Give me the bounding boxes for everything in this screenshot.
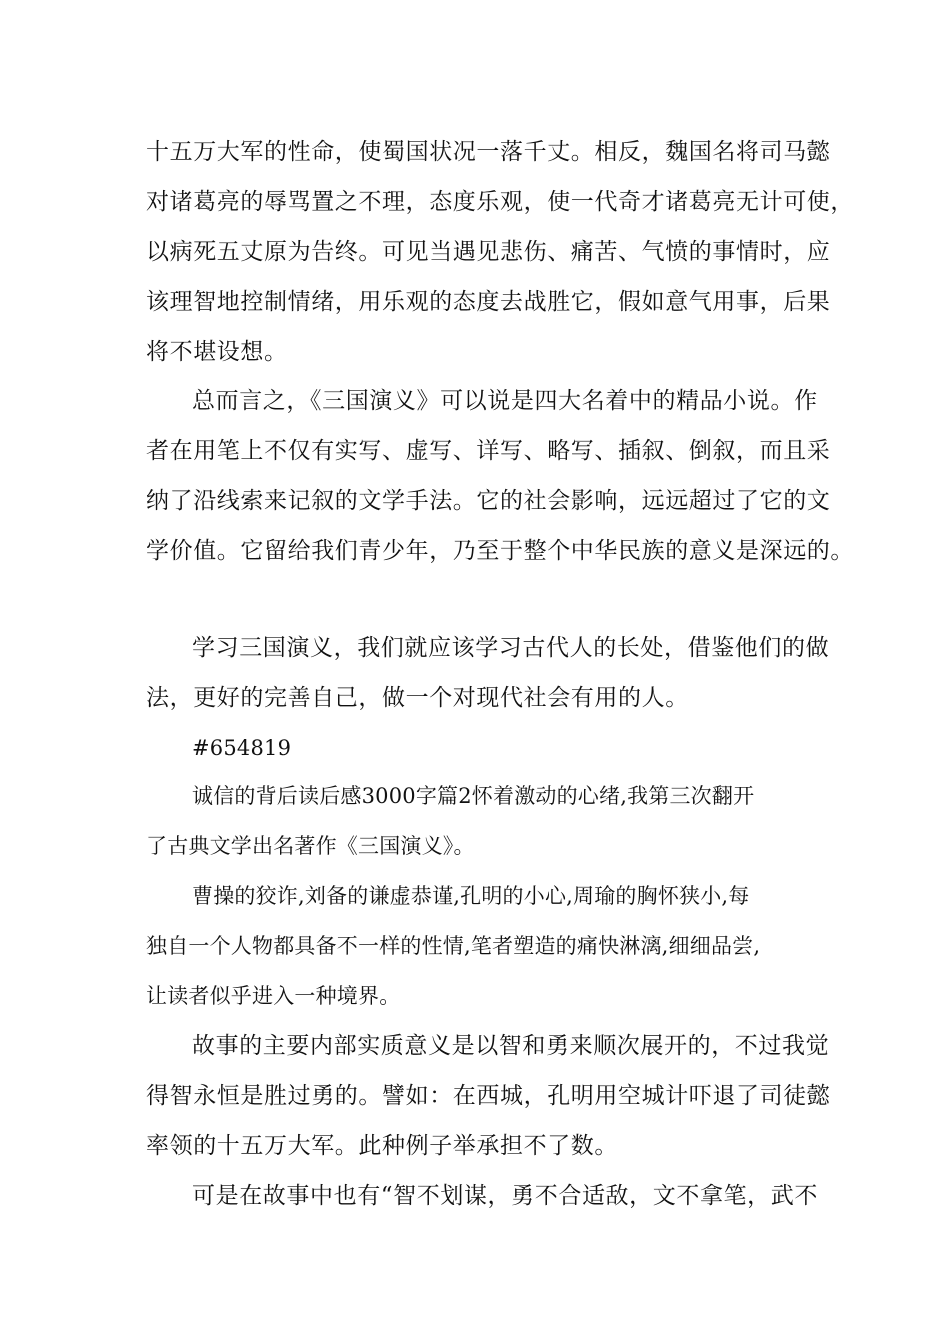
text-line: 得智永恒是胜过勇的。譬如：在西城，孔明用空城计吓退了司徒懿 [146,1083,831,1109]
paragraph-start: 可是在故事中也有“智不划谋，勇不合适敌，文不拿笔，武不 [192,1183,818,1209]
paragraph-start: 曹操的狡诈,刘备的谦虚恭谨,孔明的小心,周瑜的胸怀狭小,每 [192,884,750,908]
text-line: 该理智地控制情绪，用乐观的态度去战胜它，假如意气用事，后果 [146,289,831,315]
text-line: 者在用笔上不仅有实写、虚写、详写、略写、插叙、倒叙，而且采 [146,438,831,464]
text-line: 以病死五丈原为告终。可见当遇见悲伤、痛苦、气愤的事情时，应 [146,239,831,265]
text-line: 了古典文学出名著作《三国演义》。 [146,834,475,858]
text-line: 十五万大军的性命，使蜀国状况一落千丈。相反，魏国名将司马懿 [146,139,831,165]
text-line: 将不堪设想。 [146,339,288,365]
text-line: 独自一个人物都具备不一样的性情,笔者塑造的痛快淋漓,细细品尝, [146,934,761,958]
paragraph-start: 诚信的背后读后感3000字篇2怀着激动的心绪,我第三次翻开 [192,784,755,808]
text-line: 率领的十五万大军。此种例子举承担不了数。 [146,1133,618,1159]
paragraph-start: 学习三国演义，我们就应该学习古代人的长处，借鉴他们的做 [192,635,830,661]
text-line: 让读者似乎进入一种境界。 [146,984,401,1008]
paragraph-start: 故事的主要内部实质意义是以智和勇来顺次展开的，不过我觉 [192,1033,830,1059]
text-line: 学价值。它留给我们青少年，乃至于整个中华民族的意义是深远的。 [146,538,854,564]
text-line: 法，更好的完善自己，做一个对现代社会有用的人。 [146,685,689,711]
paragraph-start: 总而言之，《三国演义》可以说是四大名着中的精品小说。作 [192,388,818,414]
text-line: 对诸葛亮的辱骂置之不理，态度乐观，使一代奇才诸葛亮无计可使， [146,189,854,215]
text-line: 纳了沿线索来记叙的文学手法。它的社会影响，远远超过了它的文 [146,488,831,514]
document-id: #654819 [192,736,292,760]
